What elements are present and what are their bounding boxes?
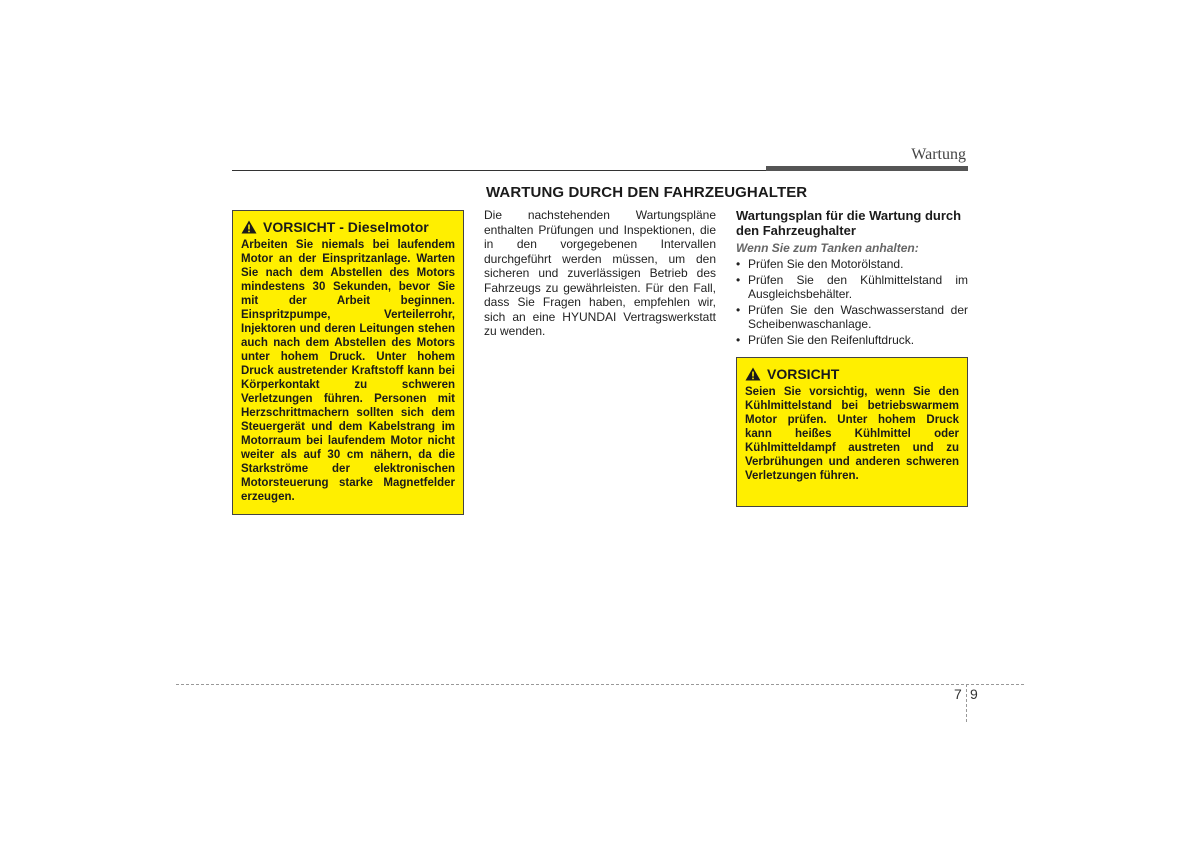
warning-title [241, 219, 455, 235]
list-item: • Prüfen Sie den Reifenluftdruck. [736, 333, 968, 348]
warning-body: Arbeiten Sie niemals bei laufendem Motor an der Einspritzanlage. Warten Sie nach dem Abstellen des Motors mindestens 30 Sekunden, bevor Sie mit der Arbeit beginnen. Einspritzpumpe, Verteilerrohr, Injektoren und deren Leitungen stehen auch nach dem Abstellen des Motors unter hohem Druck. Unter hohem Druck austretender Kraftstoff kann bei Körperkontakt zu schweren Verletzungen führen. Personen mit Herzschrittmachern sollten sich dem Steuergerät und dem Kabelstrang im Motorraum bei laufendem Motor nicht weiter als auf 30 cm nähern, da die Starkströme der elektronischen Motorsteuerung starke Magnetfelder erzeugen. [241, 239, 455, 503]
intro-paragraph: Die nachstehenden Wartungspläne enthalten Prüfungen und Inspektionen, die in den vorgegebenen Intervallen durchgeführt werden müssen, um den sicheren und zuverlässigen Betrieb des Fahrzeugs zu gewährleisten. Für den Fall, dass Sie Fragen haben, empfehlen wir, sich an eine HYUNDAI Vertragswerkstatt zu wenden. [484, 208, 716, 338]
plan-subheading: Wenn Sie zum Tanken anhalten: [736, 241, 919, 255]
list-item: • Prüfen Sie den Waschwasserstand der Scheibenwaschanlage. [736, 303, 968, 332]
warning-triangle-icon [241, 220, 257, 234]
footer-divider [966, 684, 967, 722]
warning-box-coolant [736, 357, 968, 507]
header-title: Wartung [911, 146, 966, 163]
warning-box-diesel [232, 210, 464, 515]
chapter-number: 7 [954, 686, 962, 702]
warning-title [745, 366, 959, 382]
warning-title-text: VORSICHT [767, 366, 840, 382]
list-item: • Prüfen Sie den Kühlmittelstand im Ausgleichsbehälter. [736, 273, 968, 302]
warning-triangle-icon [745, 367, 761, 381]
plan-heading: Wartungsplan für die Wartung durch den Fahrzeughalter [736, 208, 962, 238]
page-number: 9 [970, 686, 978, 702]
section-heading: WARTUNG DURCH DEN FAHRZEUGHALTER [486, 184, 808, 201]
warning-title-text: VORSICHT - Dieselmotor [263, 219, 429, 235]
footer-rule [176, 684, 1024, 685]
warning-body: Seien Sie vorsichtig, wenn Sie den Kühlmittelstand bei betriebswarmem Motor prüfen. Unter hohem Druck kann heißes Kühlmittel oder Kühlmitteldampf austreten und zu Verbrühungen und anderen schweren Verletzungen führen. [745, 386, 959, 482]
list-item: • Prüfen Sie den Motorölstand. [736, 257, 968, 272]
plan-checklist [736, 257, 968, 348]
header-accent-bar [766, 166, 968, 171]
